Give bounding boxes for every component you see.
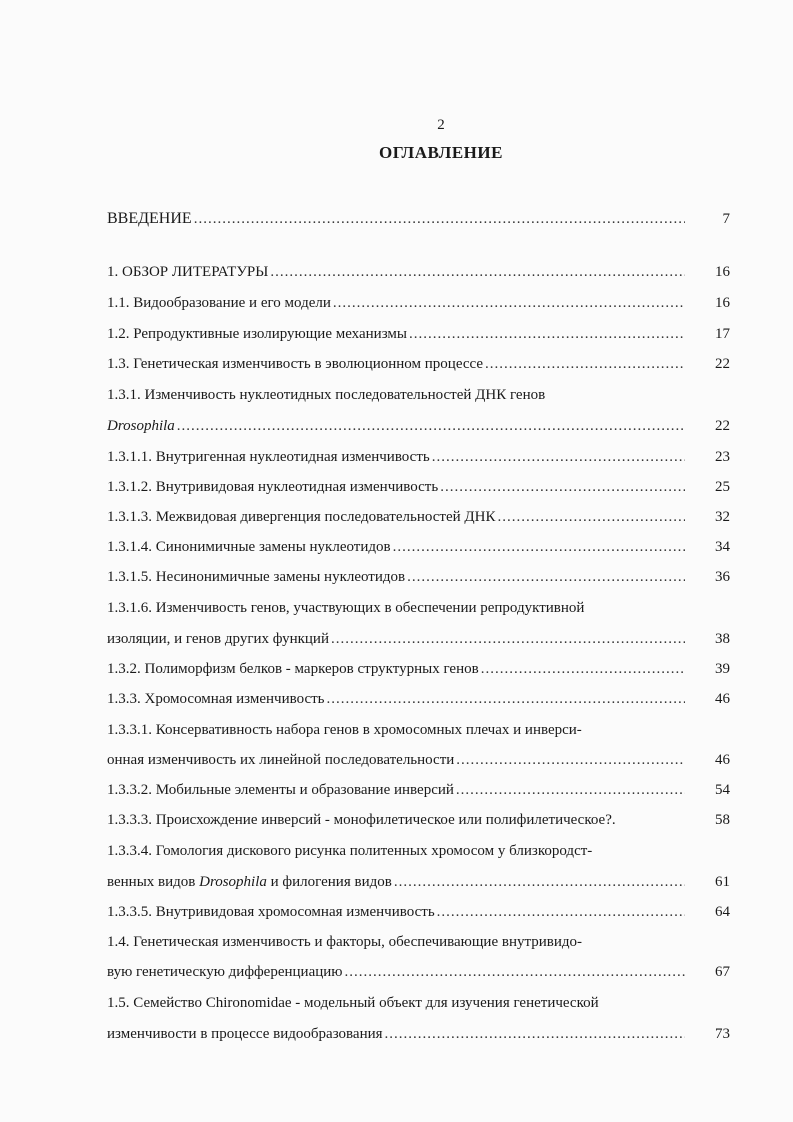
toc-entry-1-3-3[interactable] — [107, 688, 685, 710]
toc-entry-italic: Drosophila — [199, 874, 267, 890]
toc-entry-1-3-3-4-cont[interactable] — [107, 871, 685, 893]
toc-page-number: 17 — [715, 326, 730, 342]
toc-entry-title: ВВЕДЕНИЕ — [107, 210, 192, 227]
toc-entry-title: 1.3.3. Хромосомная изменчивость — [107, 691, 325, 707]
toc-entry-title-cont: венных видов — [107, 874, 196, 890]
toc-entry-title: 1.3.1.2. Внутривидовая нуклеотидная изменчивость — [107, 479, 439, 495]
toc-entry-1-3-3-1[interactable] — [107, 719, 707, 741]
toc-entry-1-3-1-5[interactable] — [107, 566, 685, 588]
toc-entry-title: 1.3.2. Полиморфизм белков - маркеров структурных генов — [107, 661, 479, 677]
toc-page-number: 32 — [715, 509, 730, 525]
toc-entry-1-1[interactable] — [107, 292, 685, 314]
toc-entry-1-3-3-4[interactable] — [107, 840, 707, 862]
toc-entry-1-3-3-1-cont[interactable] — [107, 749, 685, 771]
toc-entry-1-3-1-4[interactable] — [107, 536, 685, 558]
toc-entry-1-3-1-2[interactable] — [107, 476, 685, 498]
page-title: ОГЛАВЛЕНИЕ — [379, 143, 503, 162]
toc-entry-title: 1.3.3.4. Гомология дискового рисунка политенных хромосом у близкородст- — [107, 843, 593, 859]
toc-entry-title: 1.3.1. Изменчивость нуклеотидных последовательностей ДНК генов — [107, 387, 546, 403]
toc-entry-title: 1.3.3.1. Консервативность набора генов в хромосомных плечах и инверси- — [107, 722, 582, 738]
toc-entry-1-3-3-5[interactable] — [107, 901, 685, 923]
toc-entry-1-3-1-3[interactable] — [107, 506, 685, 528]
toc-entry-title: 1.3.3.2. Мобильные элементы и образование инверсий — [107, 782, 454, 798]
toc-entry-title-cont-post: и филогения видов — [270, 874, 392, 890]
toc-entry-introduction[interactable] — [107, 208, 685, 230]
toc-entry-1-3-1-6-cont[interactable] — [107, 628, 685, 650]
toc-page-number: 34 — [715, 539, 730, 555]
toc-page-number: 46 — [715, 752, 730, 768]
toc-entry-title: 1.3.1.1. Внутригенная нуклеотидная изменчивость — [107, 449, 430, 465]
toc-entry-1-3-3-3[interactable] — [107, 809, 707, 831]
toc-entry-1-2[interactable] — [107, 323, 685, 345]
toc-page-number: 61 — [715, 874, 730, 890]
toc-page-number: 54 — [715, 782, 730, 798]
toc-page-number: 22 — [715, 418, 730, 434]
toc-entry-1-4-cont[interactable] — [107, 961, 685, 983]
toc-page-number: 73 — [715, 1026, 730, 1042]
toc-entry-title: 1.4. Генетическая изменчивость и факторы, обеспечивающие внутривидо- — [107, 934, 582, 950]
toc-entry-title: 1.3.3.3. Происхождение инверсий - монофилетическое или полифилетическое?. — [107, 812, 616, 828]
toc-entry-1-3-1-1[interactable] — [107, 446, 685, 468]
toc-page-number: 7 — [722, 211, 730, 227]
toc-page-number: 22 — [715, 356, 730, 372]
toc-entry-title: 1.3.1.3. Межвидовая дивергенция последовательностей ДНК — [107, 509, 496, 525]
toc-entry-italic: Drosophila — [107, 418, 175, 434]
toc-page-number: 58 — [715, 812, 730, 828]
toc-entry-title: 1.3. Генетическая изменчивость в эволюционном процессе — [107, 356, 484, 372]
toc-entry-title-cont: изменчивости в процессе видообразования — [107, 1026, 383, 1042]
toc-entry-title: 1.2. Репродуктивные изолирующие механизмы — [107, 326, 407, 342]
toc-page-number: 36 — [715, 569, 730, 585]
toc-entry-1-3-3-2[interactable] — [107, 779, 685, 801]
toc-entry-title: 1.1. Видообразование и его модели — [107, 295, 331, 311]
toc-entry-1-4[interactable] — [107, 931, 707, 953]
toc-page-number: 23 — [715, 449, 730, 465]
toc-entry-1-3-2[interactable] — [107, 658, 685, 680]
toc-entry-1-3-1[interactable] — [107, 384, 707, 406]
toc-entry-title: 1.3.3.5. Внутривидовая хромосомная изменчивость — [107, 904, 435, 920]
toc-entry-1-5[interactable] — [107, 992, 707, 1014]
toc-entry-title-cont: онная изменчивость их линейной последовательности — [107, 752, 455, 768]
toc-entry-1-3[interactable] — [107, 353, 685, 375]
toc-entry-title: 1. ОБЗОР ЛИТЕРАТУРЫ — [107, 264, 269, 280]
toc-page-number: 16 — [715, 295, 730, 311]
toc-entry-title-cont: вую генетическую дифференциацию — [107, 964, 343, 980]
toc-page-number: 16 — [715, 264, 730, 280]
toc-page-number: 39 — [715, 661, 730, 677]
toc-page-number: 46 — [715, 691, 730, 707]
toc-entry-title: 1.3.1.4. Синонимичные замены нуклеотидов — [107, 539, 391, 555]
toc-page-number: 25 — [715, 479, 730, 495]
toc-entry-title: 1.3.1.5. Несинонимичные замены нуклеотидов — [107, 569, 406, 585]
toc-page-number: 67 — [715, 964, 730, 980]
toc-page-number: 64 — [715, 904, 730, 920]
toc-entry-1-3-1-6[interactable] — [107, 597, 707, 619]
toc-page-number: 38 — [715, 631, 730, 647]
toc-entry-1-5-cont[interactable] — [107, 1023, 685, 1045]
toc-entry-title: 1.3.1.6. Изменчивость генов, участвующих в обеспечении репродуктивной — [107, 600, 585, 616]
toc-entry-title-cont: изоляции, и генов других функций — [107, 631, 329, 647]
page-number: 2 — [437, 117, 445, 133]
toc-entry-chapter-1[interactable] — [107, 261, 685, 283]
toc-entry-title: 1.5. Семейство Chironomidae - модельный объект для изучения генетической — [107, 995, 599, 1011]
toc-entry-1-3-1-cont[interactable] — [107, 415, 685, 437]
